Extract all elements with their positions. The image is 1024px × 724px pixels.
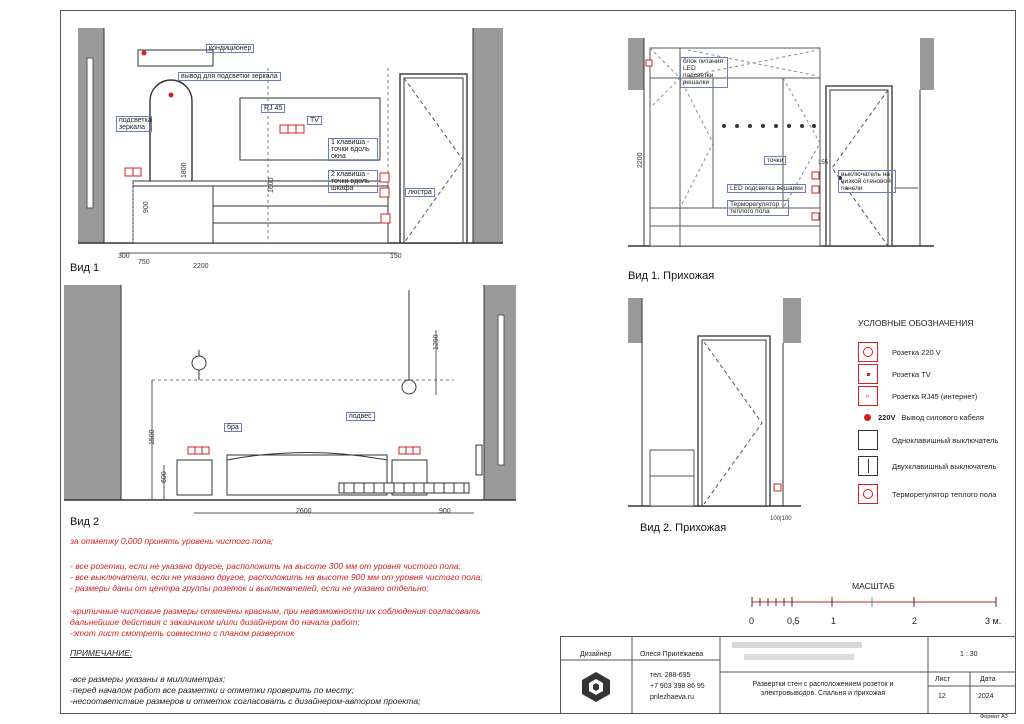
view1-hall-title: Вид 1. Прихожая [628, 270, 715, 282]
socket-220-icon [858, 342, 878, 362]
legend-title: УСЛОВНЫЕ ОБОЗНАЧЕНИЯ [858, 318, 974, 328]
tb-sheet-value: 12 [938, 693, 946, 700]
note-black-1: -перед началом работ все разметки и отметки проверить по месту; [70, 685, 354, 695]
legend-label: Розетка TV [892, 369, 931, 379]
svg-text:2200: 2200 [637, 152, 644, 168]
svg-text:750: 750 [138, 259, 150, 266]
tb-phone2: +7 903 398 86 95 [650, 683, 705, 690]
left-wall [64, 285, 121, 500]
air-conditioner [138, 50, 213, 66]
scale-tick-05: 0,5 [787, 616, 800, 626]
legend-socket-rj45 [858, 386, 977, 406]
svg-text:155: 155 [818, 160, 829, 166]
svg-text:300: 300 [118, 253, 130, 260]
view2-drawing [64, 285, 524, 520]
door [400, 74, 467, 243]
callout-bra: бра [224, 423, 242, 432]
legend-label: Терморегулятор теплого пола [892, 489, 997, 499]
legend-label: Розетка 220 V [892, 347, 941, 357]
callout-chandelier: люстра [405, 188, 435, 197]
legend-socket-220 [858, 342, 941, 362]
note-red-4: -критичные чистовые размеры отмечены красным, при невозможности их соблюдения согласовать [70, 606, 481, 616]
note-red-5: дальнейшие действия с заказчиком и/или дизайнером до начала работ; [70, 617, 360, 627]
tb-date-value: 2024 [978, 693, 994, 700]
callout-pendant: подвес [346, 412, 375, 421]
dim-2200: 2200 [193, 263, 209, 268]
view1-title: Вид 1 [70, 262, 100, 274]
view1-drawing [78, 28, 528, 268]
scale-tick-2: 2 [912, 616, 918, 626]
callout-switch1: 1 клавиша - точки вдоль окна [328, 138, 378, 161]
svg-text:900: 900 [439, 508, 451, 515]
tb-scale: 1 : 30 [960, 651, 978, 658]
scale-tick-3: 3 м. [985, 616, 1002, 626]
callout-switch-low: выключатель на низкой стеновой панели [838, 170, 896, 193]
note-red-1: - все розетки, если не указано другое, расположить на высоте 300 мм от уровня чистого пола; [70, 561, 461, 571]
note-red-0: за отметку 0,000 принять уровень чистого пола; [70, 536, 274, 546]
view2-hall-drawing [628, 298, 803, 523]
legend-label: Вывод силового кабеля [901, 412, 984, 422]
tb-sheet-label: Лист [935, 676, 951, 683]
note-black-0: -все размеры указаны в миллиметрах; [70, 674, 226, 684]
callout-tv: TV [307, 116, 322, 125]
callout-hanger-power: блок питания LED подсветки вешалки [680, 57, 728, 88]
legend-switch-single [858, 430, 998, 450]
callout-conditioner: кондиционер [206, 44, 254, 53]
note-black-2: -несоответствие размеров и отметок согласовать с дизайнером-автором проекта; [70, 696, 421, 706]
callout-mirror-light-out: вывод для подсветки зеркала [178, 72, 281, 81]
sconce [192, 356, 206, 370]
legend-tag: 220V [878, 412, 896, 422]
svg-text:100|100: 100|100 [770, 516, 792, 522]
svg-text:900: 900 [143, 201, 150, 213]
switch-single-icon [858, 430, 878, 450]
cable-out-icon [858, 408, 876, 426]
tb-format: Формат А3 [980, 714, 1008, 720]
titleblock-grid [560, 636, 1016, 714]
svg-text:150: 150 [390, 253, 402, 260]
svg-text:1800: 1800 [181, 162, 188, 178]
socket-tv-icon [858, 364, 878, 384]
legend-label: Двухклавишный выключатель [892, 461, 997, 471]
view2-title: Вид 2 [70, 516, 100, 528]
callout-led-hanger: LED подсветка вешалки [727, 184, 806, 193]
callout-mirror-light: подсветка зеркала [116, 116, 152, 132]
svg-text:1290: 1290 [433, 334, 440, 350]
note-red-6: -этот лист смотреть совместно с планом разверток [70, 628, 295, 638]
callout-points: точки [764, 156, 786, 165]
notes-title: ПРИМЕЧАНИЕ: [70, 648, 133, 658]
switch-double-icon [858, 456, 878, 476]
svg-text:2600: 2600 [296, 508, 312, 515]
legend-switch-double [858, 456, 996, 476]
tb-designer-name: Олеся Прилежаева [640, 651, 704, 658]
tb-phone1: тел. 288-695 [650, 672, 691, 679]
tb-site: prilezhaeva.ru [650, 694, 694, 701]
scale-tick-0: 0 [749, 616, 755, 626]
pendant-lamp [402, 380, 416, 394]
tb-description: Развертки стен с расположением розеток и электровыводов. Спальня и прихожая [752, 681, 894, 697]
callout-floor-thermo: Терморегулятор теплого пола [727, 200, 789, 216]
svg-text:1500: 1500 [149, 429, 156, 445]
thermostat-icon [858, 484, 878, 504]
callout-rj45: RJ 45 [261, 104, 285, 113]
legend-label: Одноклавишный выключатель [892, 435, 999, 445]
tb-date-label: Дата [980, 676, 996, 683]
right-wall [473, 28, 503, 243]
legend-thermostat [858, 484, 996, 504]
scale-tick-1: 1 [831, 616, 837, 626]
note-red-3: - размеры даны от центра группы розеток и выключателей, если не указано отдельно; [70, 583, 429, 593]
svg-text:1600: 1600 [268, 177, 275, 193]
callout-switch2: 2 клавиша - точки вдоль шкафа [328, 170, 378, 193]
scale-title: МАСШТАБ [852, 581, 895, 591]
socket-rj45-icon: ▹ [858, 386, 878, 406]
hall-door [826, 86, 892, 246]
legend-label: Розетка RJ45 (интернет) [892, 391, 978, 401]
tb-designer-label: Дизайнер [580, 651, 612, 658]
legend-cable-out [858, 408, 984, 426]
legend-socket-tv [858, 364, 931, 384]
svg-text:600: 600 [161, 471, 168, 483]
note-red-2: - все выключатели, если не указано другое, расположить на высоте 900 мм от уровня чистого пола; [70, 572, 483, 582]
scale-bar [750, 594, 1000, 614]
designer-logo [580, 670, 612, 704]
view1-hall-drawing [628, 38, 940, 263]
view2-hall-title: Вид 2. Прихожая [640, 522, 727, 534]
